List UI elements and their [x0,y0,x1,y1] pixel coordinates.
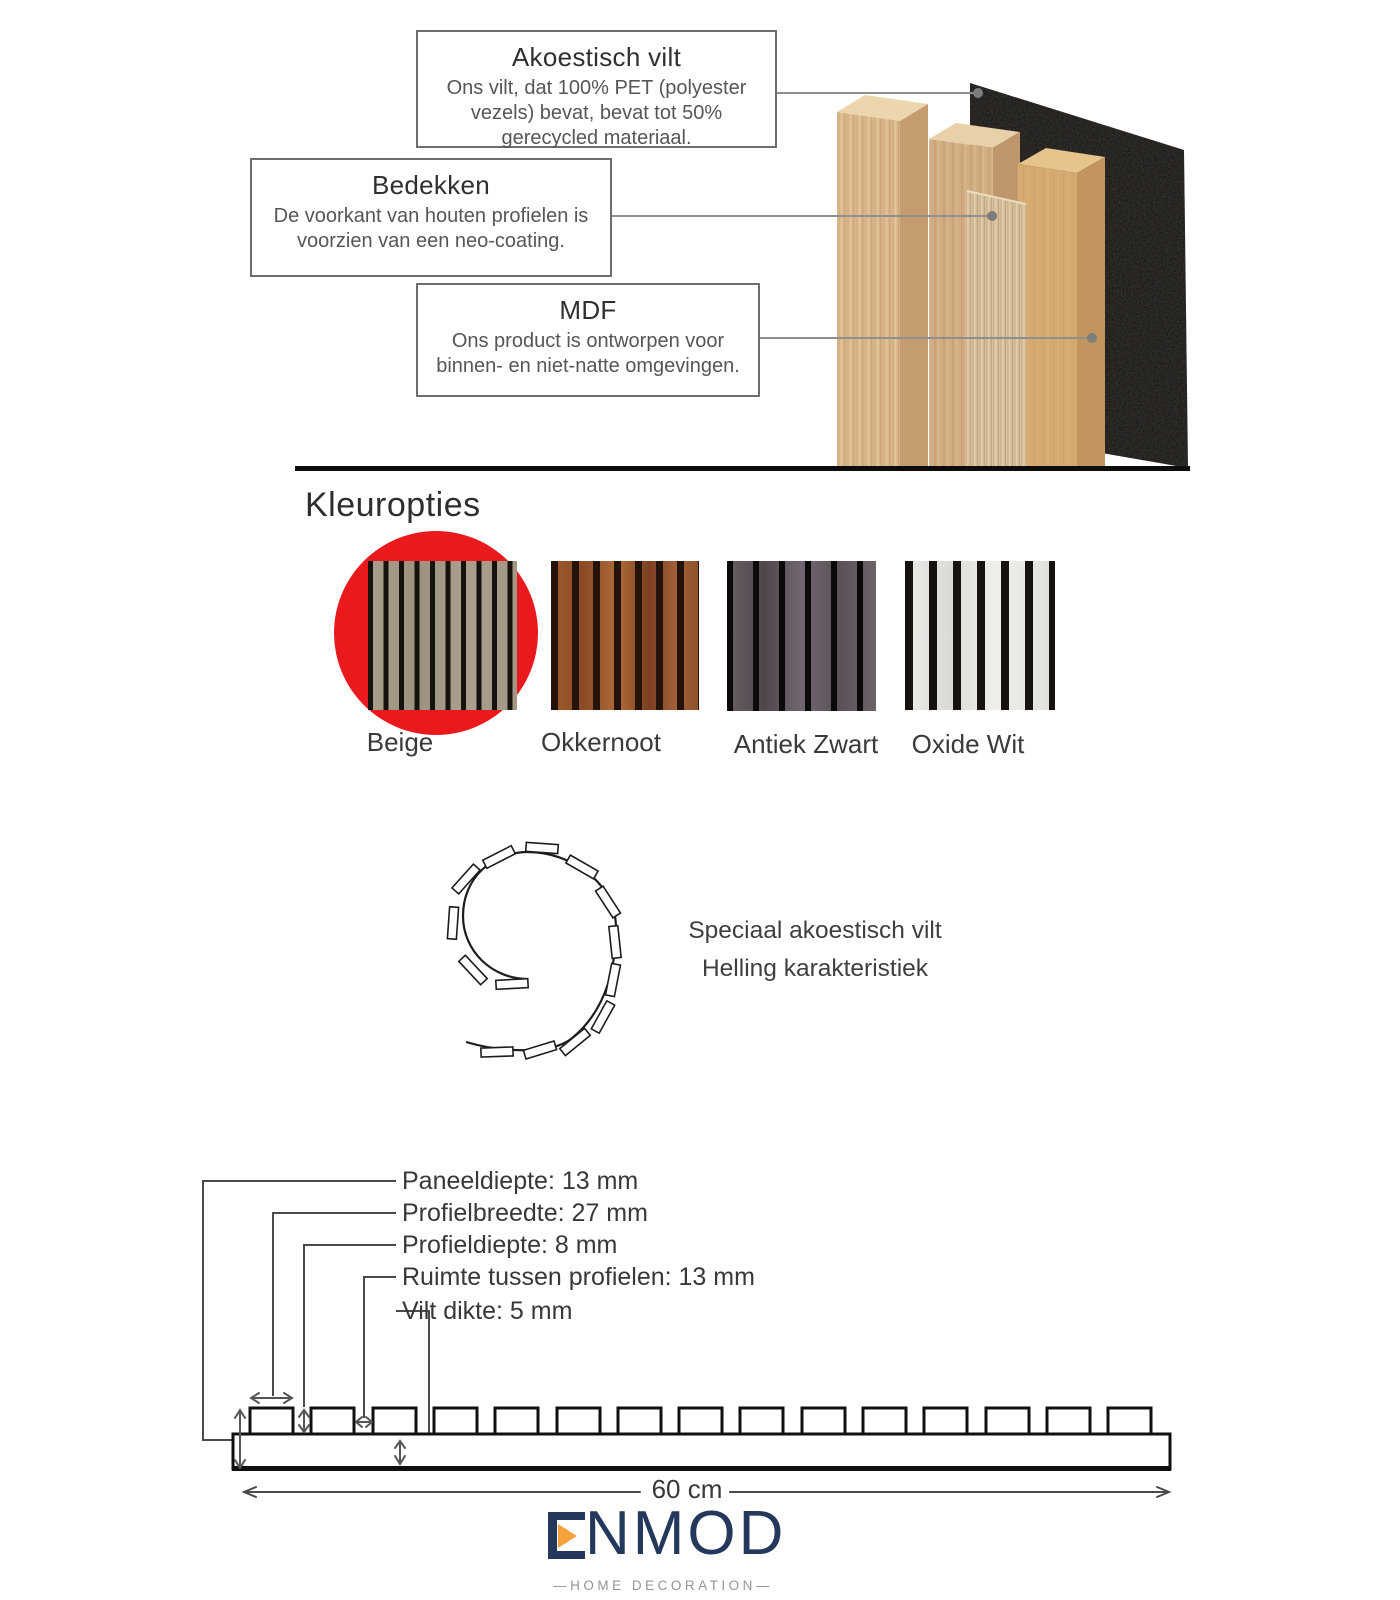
dim-vilt-dikte: Vilt dikte: 5 mm [402,1297,573,1325]
brand-tagline: —HOME DECORATION— [553,1578,773,1593]
logo-e-icon [548,1512,585,1559]
mdf-profile [1018,148,1105,467]
felt-note [655,912,975,988]
cross-section-diagram [180,1160,1200,1505]
coated-profile [967,191,1026,467]
callout-coating-body: De voorkant van houten profielen is voorzien van een neo-coating. [273,205,589,252]
swatch-antiek-zwart [727,561,876,711]
swatch-oxide-wit [905,561,1055,710]
section-divider [295,466,1190,471]
profile-row [250,1408,1151,1434]
callout-mdf-body: Ons product is ontworpen voor binnen- en niet-natte omgevingen. [436,330,740,377]
callout-mdf-title: MDF [559,295,617,325]
swatch-label-oxide-wit: Oxide Wit [911,729,1025,759]
swatch-okkernoot [551,561,699,710]
swatch-label-beige: Beige [366,727,434,757]
dim-paneeldiepte: Paneeldiepte: 13 mm [402,1167,639,1195]
brand-logo [548,1499,787,1568]
dim-ruimte-profielen: Ruimte tussen profielen: 13 mm [402,1263,755,1291]
swatch-beige [368,561,517,710]
callout-mdf [416,283,760,397]
swatch-label-okkernoot: Okkernoot [541,727,661,757]
wood-profile-1 [837,95,928,467]
felt-note-line1: Speciaal akoestisch vilt [688,917,942,944]
dim-profieldiepte: Profieldiepte: 8 mm [402,1231,618,1259]
logo-wordmark: NMOD [585,1499,787,1568]
felt-spiral-diagram [440,826,650,1066]
callout-coating-title: Bedekken [371,170,491,200]
dim-profielbreedte: Profielbreedte: 27 mm [402,1199,648,1227]
callout-coating [250,158,612,277]
panel-width-label: 60 cm [651,1474,723,1504]
callout-leader-coating [612,215,992,217]
swatch-label-antiek-zwart: Antiek Zwart [733,729,879,759]
felt-note-line2: Helling karakteristiek [701,955,929,982]
panel-exploded-illustration [780,40,1190,470]
color-options-heading: Kleuropties [305,486,481,524]
logo-triangle-icon [558,1524,577,1548]
callout-felt-title: Akoestisch vilt [511,42,682,72]
callout-felt [416,30,777,148]
callout-leader-mdf [760,337,1092,339]
callout-leader-felt [777,92,978,94]
callout-felt-body: Ons vilt, dat 100% PET (polyester vezels) bevat, bevat tot 50% gerecycled materiaal. [446,77,747,149]
